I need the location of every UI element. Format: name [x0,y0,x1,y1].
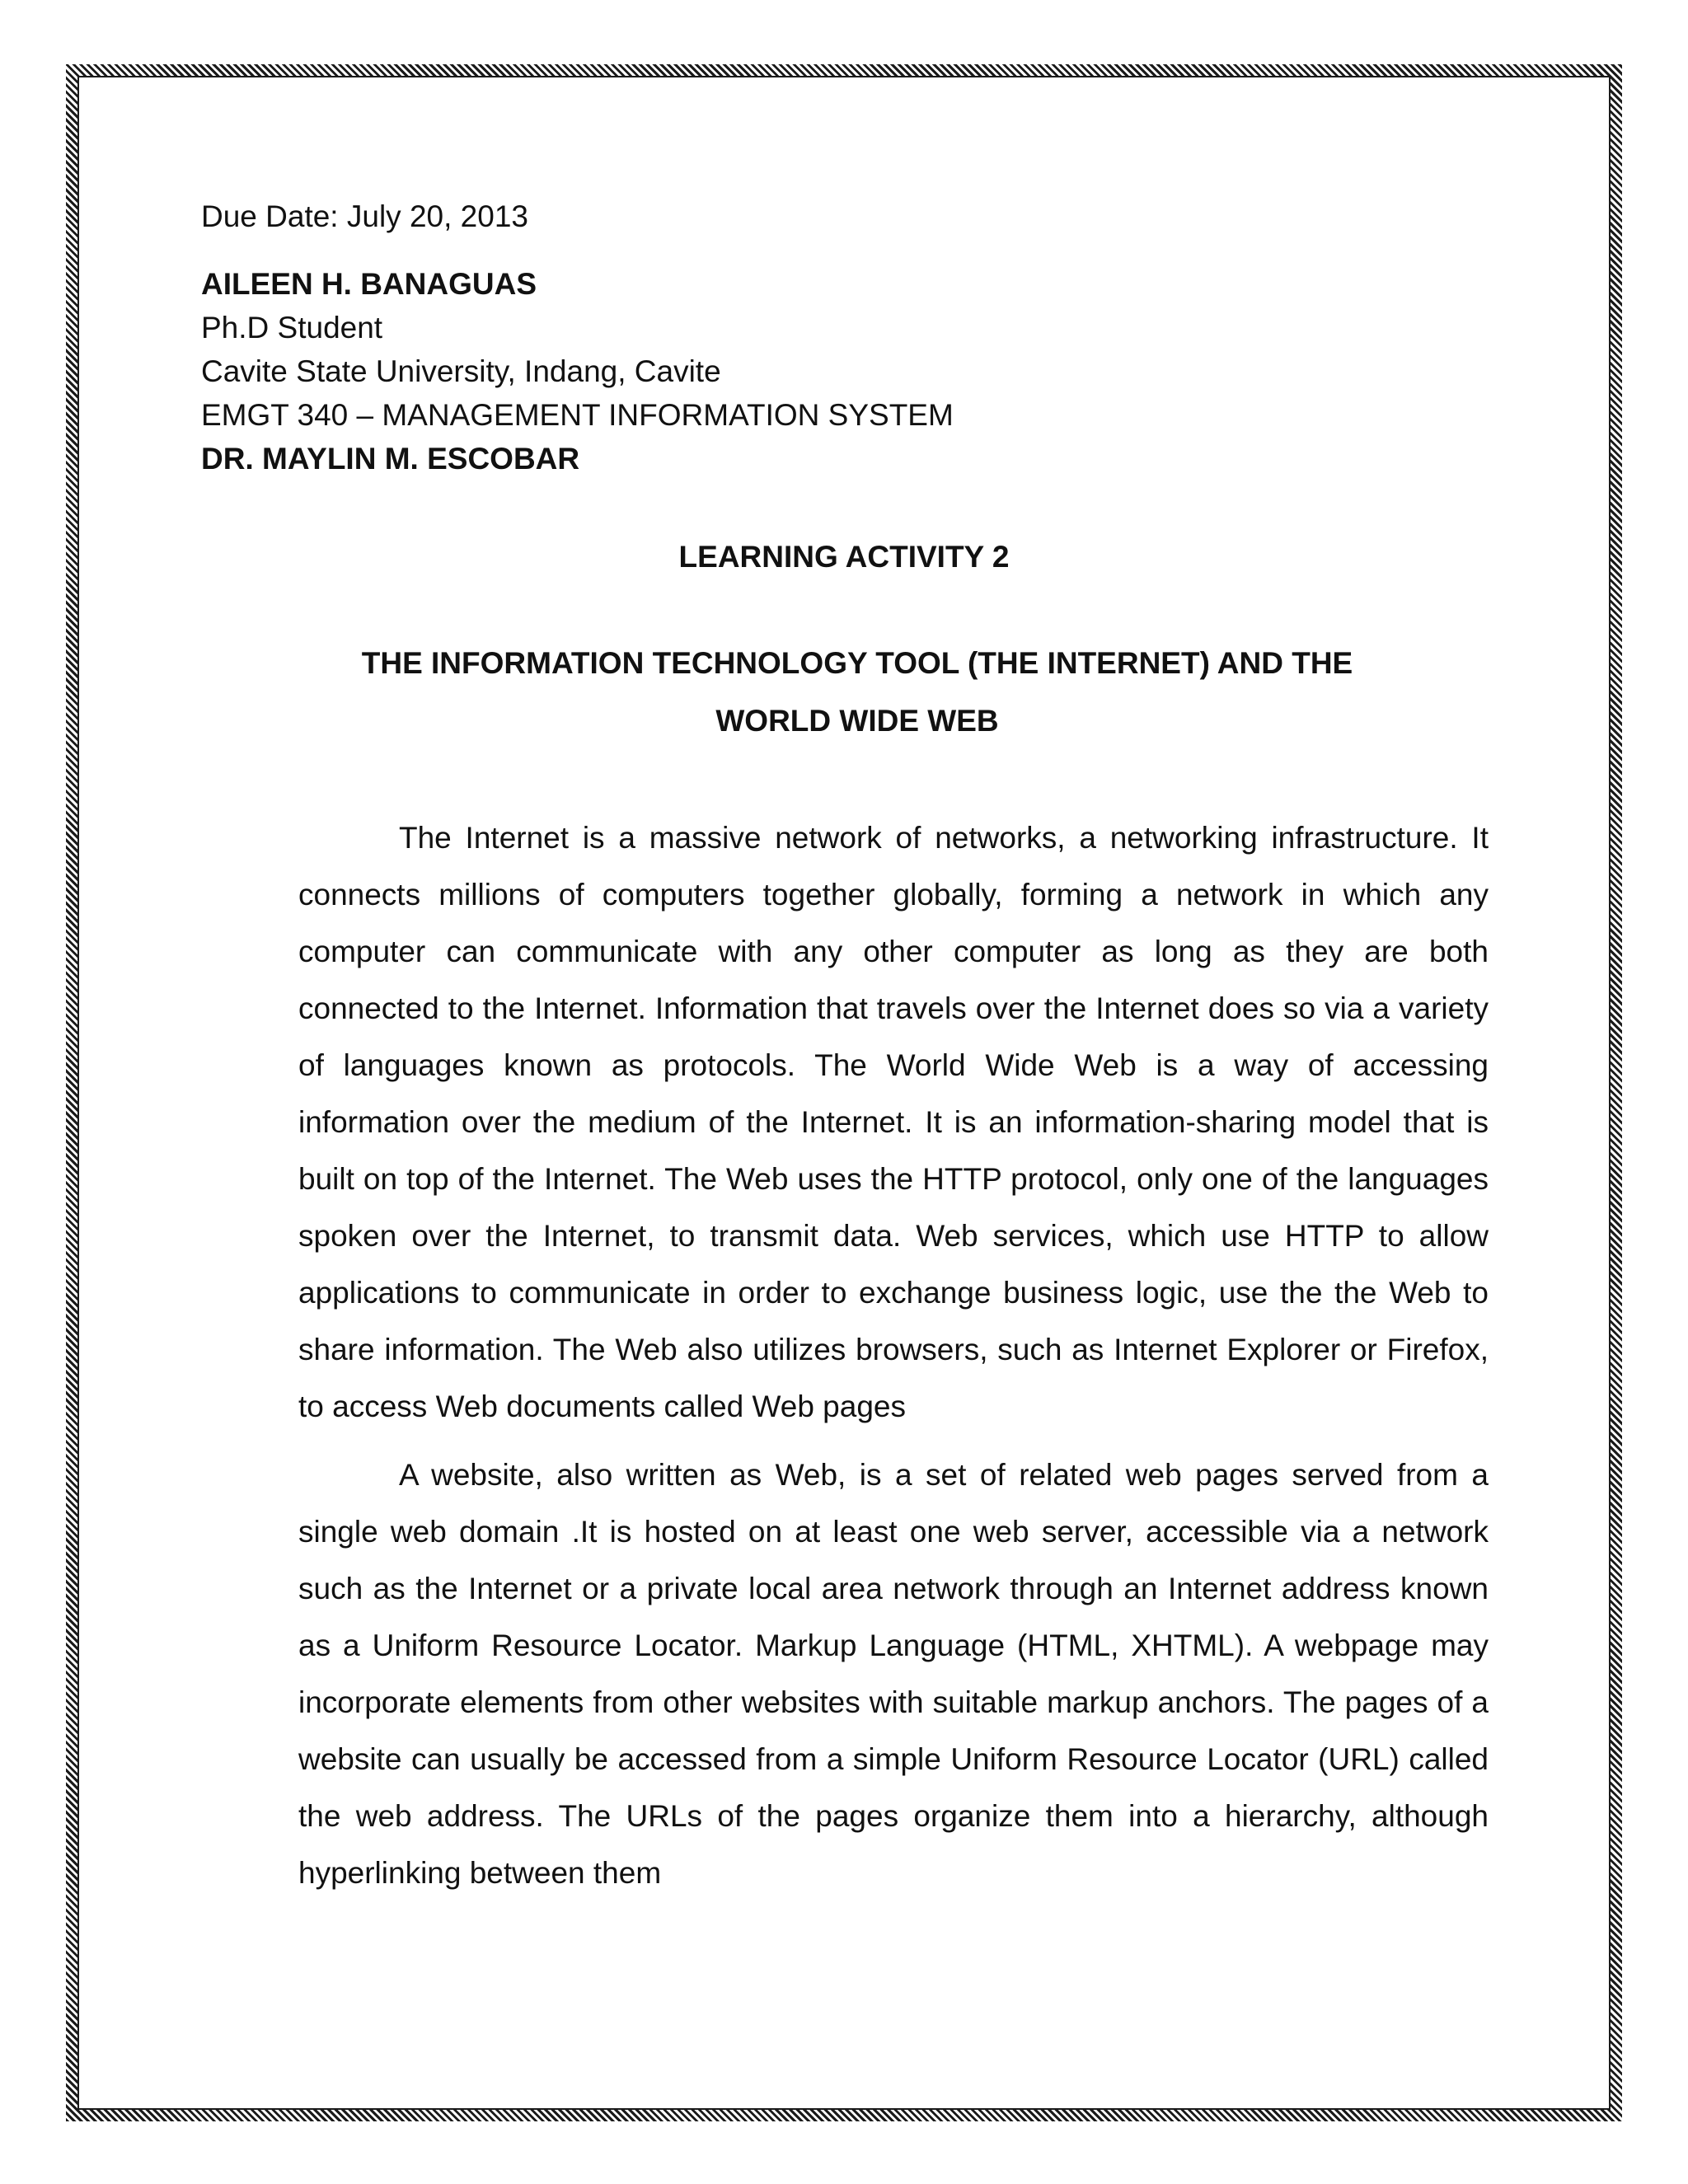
paragraph-internet: The Internet is a massive network of networks, a networking infrastructure. It connects millions of computers together globally, forming a network in which any computer can communicate with any other computer as long as they are both connected to the Internet. Information that travels over the Internet does so via a variety of languages known as protocols. The World Wide Web is a way of accessing information over the medium of the Internet. It is an information-sharing model that is built on top of the Internet. The Web uses the HTTP protocol, only one of the languages spoken over the Internet, to transmit data. Web services, which use HTTP to allow applications to communicate in order to exchange business logic, use the the Web to share information. The Web also utilizes browsers, such as Internet Explorer or Firefox, to access Web documents called Web pages [298,821,1489,1423]
paragraph-website: A website, also written as Web, is a set of related web pages served from a single web domain .It is hosted on at least one web server, accessible via a network such as the Internet or a private local area network through an Internet address known as a Uniform Resource Locator. Markup Language (HTML, XHTML). A webpage may incorporate elements from other websites with suitable markup anchors. The pages of a website can usually be accessed from a simple Uniform Resource Locator (URL) called the web address. The URLs of the pages organize them into a hierarchy, although hyperlinking between them [298,1458,1489,1890]
university: Cavite State University, Indang, Cavite [201,354,721,388]
document-title-line-1: THE INFORMATION TECHNOLOGY TOOL (THE INTERNET) AND THE [361,646,1353,680]
student-role: Ph.D Student [201,311,383,344]
due-date: Due Date: July 20, 2013 [201,199,528,233]
document-title [288,635,1426,750]
instructor: DR. MAYLIN M. ESCOBAR [201,442,580,476]
body-text [298,809,1489,1913]
header-block [201,198,1520,480]
activity-label: LEARNING ACTIVITY 2 [678,540,1010,574]
course: EMGT 340 – MANAGEMENT INFORMATION SYSTEM [201,398,954,432]
document-title-line-2: WORLD WIDE WEB [715,704,999,738]
student-name: AILEEN H. BANAGUAS [201,267,537,301]
